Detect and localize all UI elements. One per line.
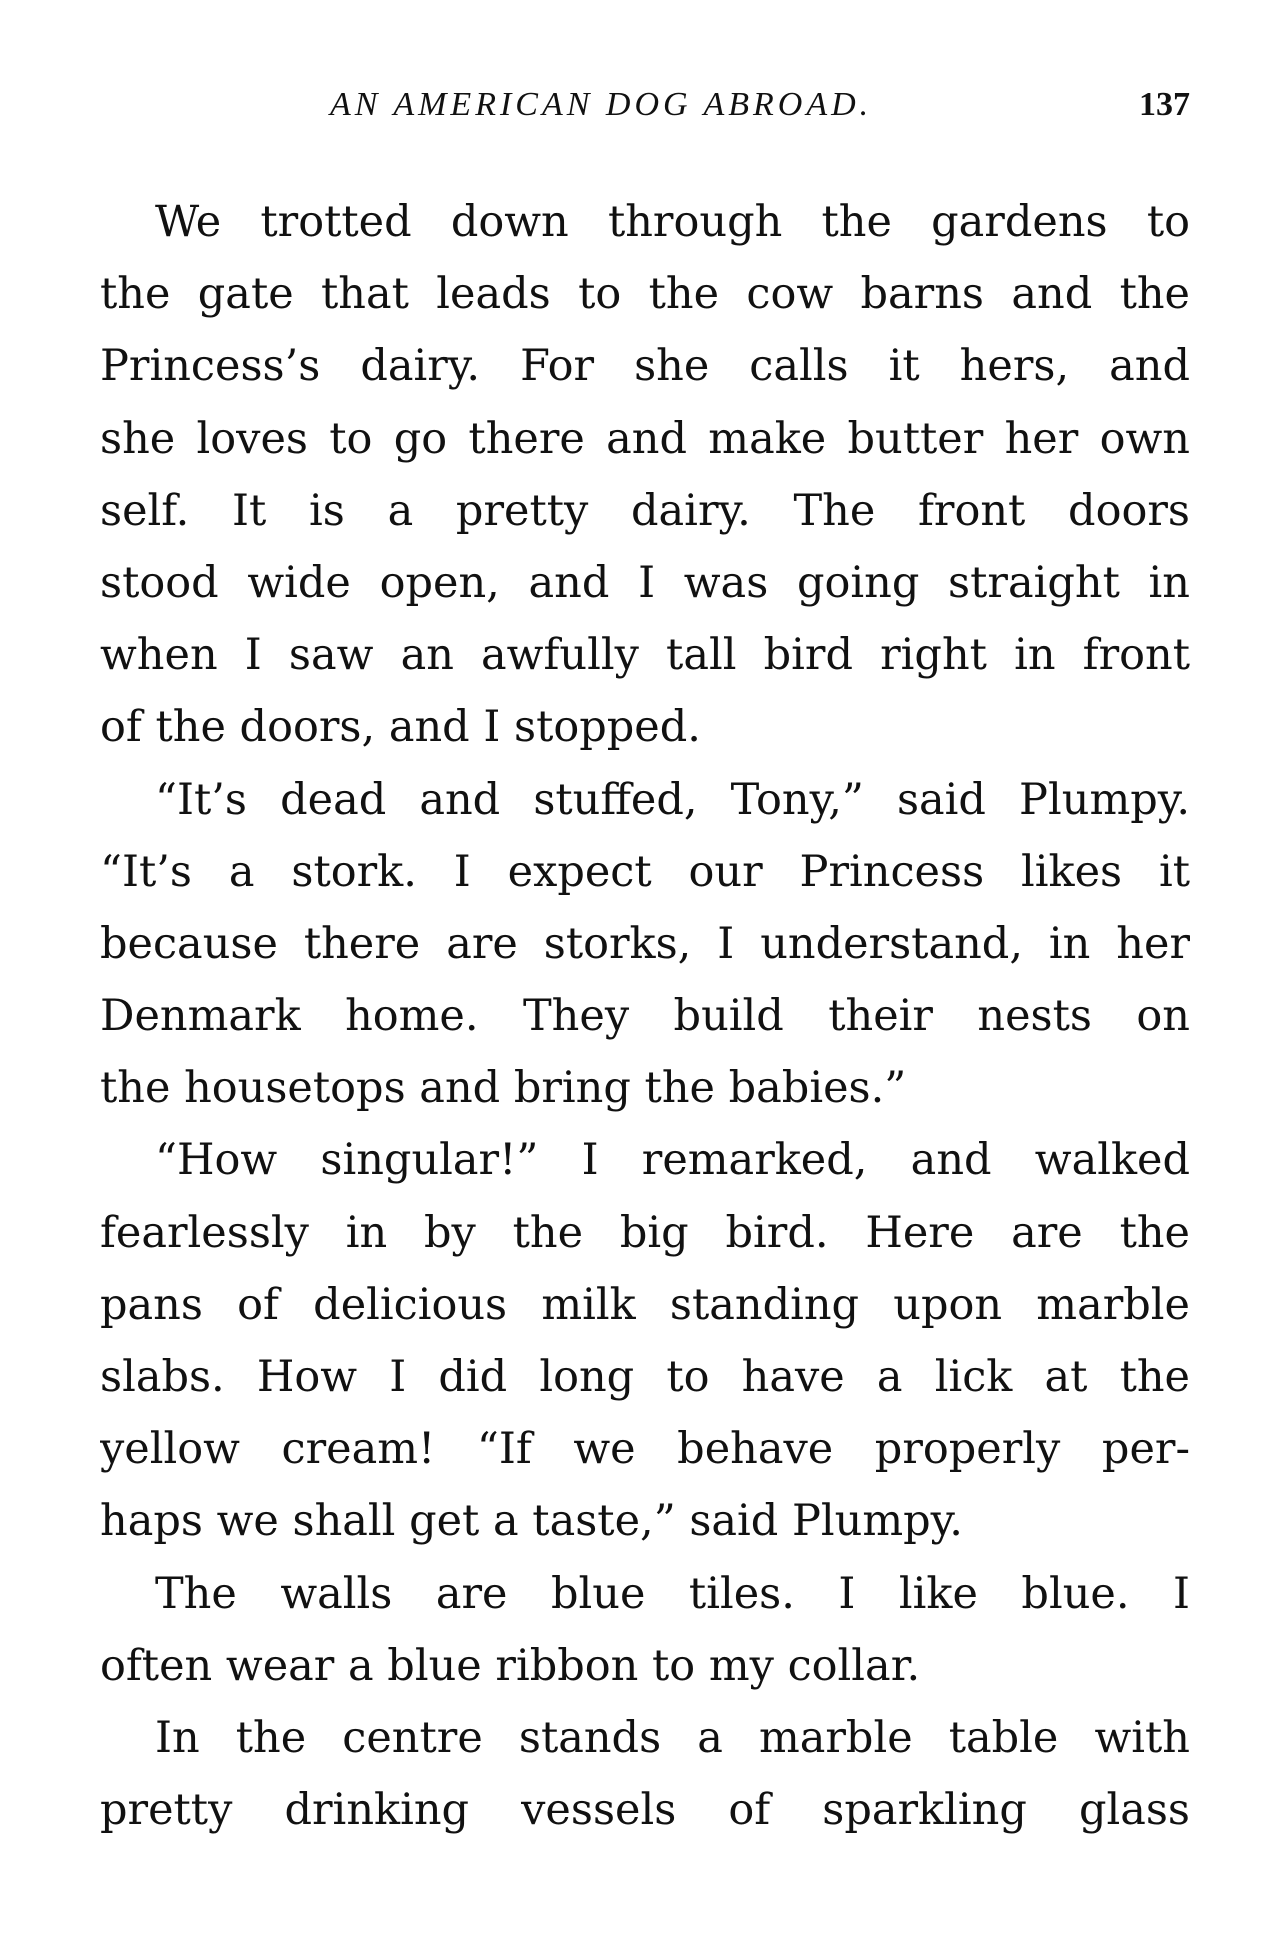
- text-line: fearlessly in by the big bird. Here are the: [100, 1207, 1190, 1258]
- body-text: [100, 186, 1190, 1846]
- text-line: Princess’s dairy. For she calls it hers, and: [100, 341, 1190, 392]
- text-line: stood wide open, and I was going straight in: [100, 557, 1190, 608]
- running-head: [100, 80, 1190, 130]
- text-line: the gate that leads to the cow barns and the: [100, 269, 1190, 320]
- text-line: Denmark home. They build their nests on: [100, 991, 1190, 1042]
- text-line: The walls are blue tiles. I like blue. I: [155, 1568, 1190, 1619]
- text-line: haps we shall get a taste,” said Plumpy.: [100, 1496, 963, 1547]
- text-line: pans of delicious milk standing upon marble: [100, 1279, 1190, 1330]
- text-line: when I saw an awfully tall bird right in front: [100, 630, 1190, 681]
- text-line: the housetops and bring the babies.”: [100, 1063, 907, 1114]
- text-line: pretty drinking vessels of sparkling glass: [100, 1785, 1190, 1836]
- text-line: slabs. How I did long to have a lick at the: [100, 1352, 1190, 1402]
- text-line: “It’s dead and stuffed, Tony,” said Plumpy.: [155, 774, 1190, 825]
- text-line: yellow cream! “If we behave properly per-: [100, 1424, 1190, 1475]
- text-line: We trotted down through the gardens to: [155, 197, 1190, 247]
- text-line: of the doors, and I stopped.: [100, 702, 701, 753]
- text-line: “How singular!” I remarked, and walked: [155, 1135, 1190, 1186]
- page-number: 137: [1139, 86, 1190, 123]
- text-line: “It’s a stork. I expect our Princess likes it: [100, 846, 1190, 897]
- text-line: because there are storks, I understand, in her: [100, 918, 1190, 969]
- text-line: often wear a blue ribbon to my collar.: [100, 1640, 921, 1691]
- running-title: AN AMERICAN DOG ABROAD.: [330, 86, 873, 123]
- text-line: she loves to go there and make butter her own: [100, 413, 1190, 464]
- text-line: self. It is a pretty dairy. The front doors: [100, 485, 1190, 536]
- text-line: In the centre stands a marble table with: [155, 1712, 1190, 1763]
